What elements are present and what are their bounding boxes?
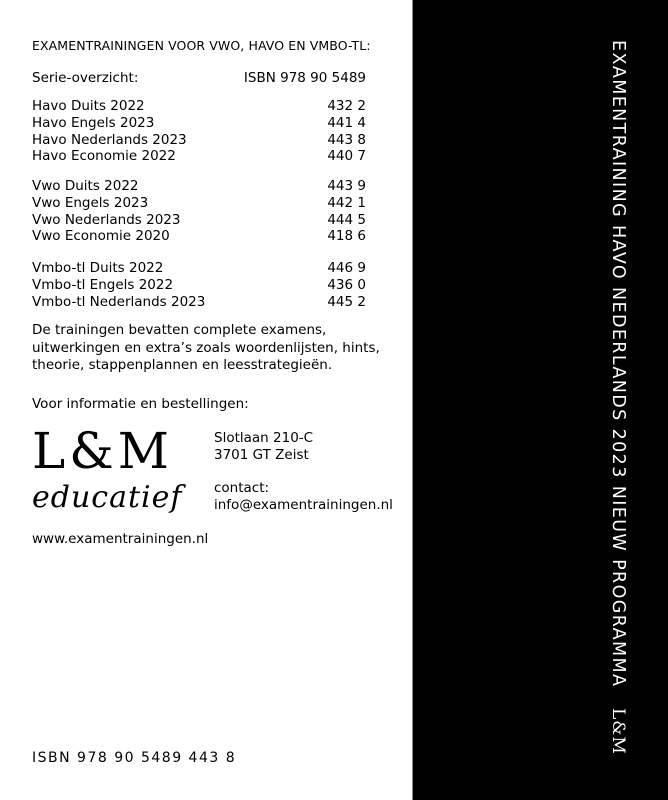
list-item [32, 277, 366, 294]
list-item [32, 178, 366, 195]
website: www.examentrainingen.nl [32, 531, 209, 547]
item-title: Vmbo-tl Engels 2022 [32, 276, 174, 293]
list-item [32, 294, 366, 311]
havo-group [32, 98, 366, 165]
item-title: Vwo Engels 2023 [32, 194, 149, 211]
item-code: 441 4 [327, 114, 366, 131]
address-street: Slotlaan 210-C [214, 430, 314, 446]
list-item [32, 115, 366, 132]
address [214, 430, 313, 464]
series-heading: EXAMENTRAININGEN VOOR VWO, HAVO EN VMBO-TL: [32, 38, 371, 53]
spine-logo: L&M [608, 708, 628, 755]
item-code: 432 2 [327, 98, 366, 114]
logo-main-text: L&M [32, 422, 173, 480]
item-title: Havo Economie 2022 [32, 148, 176, 165]
description [32, 322, 392, 375]
logo-sub-text: educatief [32, 480, 183, 515]
spine [412, 0, 668, 800]
item-title: Vwo Economie 2020 [32, 228, 170, 245]
list-item [32, 260, 366, 277]
info-label: Voor informatie en bestellingen: [32, 396, 249, 412]
description-line: uitwerkingen en extra’s zoals woordenlijsten, hints, [32, 339, 380, 356]
vwo-group [32, 178, 366, 245]
contact-label: contact: [214, 480, 270, 496]
item-title: Vmbo-tl Nederlands 2023 [32, 293, 206, 310]
list-item [32, 98, 366, 115]
item-code: 443 9 [327, 178, 366, 194]
item-title: Vwo Duits 2022 [32, 178, 139, 194]
series-label: Serie-overzicht: [32, 70, 139, 86]
item-code: 436 0 [327, 276, 366, 293]
address-city: 3701 GT Zeist [214, 447, 309, 463]
list-item [32, 212, 366, 229]
publisher-logo [32, 424, 192, 524]
item-title: Vwo Nederlands 2023 [32, 211, 181, 228]
item-title: Havo Nederlands 2023 [32, 131, 187, 148]
item-code: 443 8 [327, 131, 366, 148]
spine-title: EXAMENTRAINING HAVO NEDERLANDS 2023 NIEUW PROGRAMMA [608, 40, 628, 688]
item-code: 440 7 [327, 148, 366, 165]
item-title: Havo Duits 2022 [32, 98, 145, 114]
list-item [32, 148, 366, 165]
item-title: Havo Engels 2023 [32, 114, 155, 131]
isbn: ISBN 978 90 5489 443 8 [32, 750, 237, 766]
list-item [32, 228, 366, 245]
list-item [32, 132, 366, 149]
item-code: 418 6 [327, 228, 366, 245]
item-code: 446 9 [327, 260, 366, 276]
contact [214, 480, 393, 514]
item-code: 445 2 [327, 293, 366, 310]
item-code: 442 1 [327, 194, 366, 211]
series-overview-header [32, 70, 366, 86]
contact-email: info@examentrainingen.nl [214, 497, 393, 513]
description-line: De trainingen bevatten complete examens, [32, 322, 327, 338]
vmbo-group [32, 260, 366, 310]
item-title: Vmbo-tl Duits 2022 [32, 260, 164, 276]
description-line: theorie, stappenplannen en leesstrategieën. [32, 357, 333, 373]
list-item [32, 195, 366, 212]
isbn-prefix: ISBN 978 90 5489 [243, 70, 366, 86]
item-code: 444 5 [327, 211, 366, 228]
